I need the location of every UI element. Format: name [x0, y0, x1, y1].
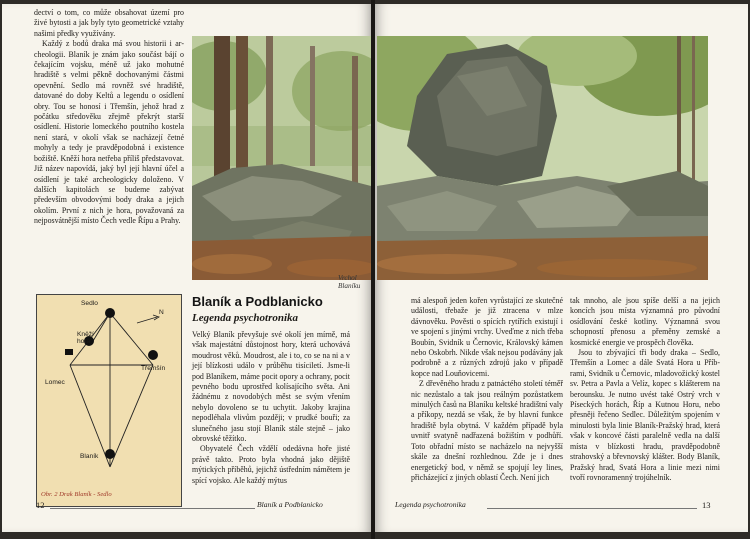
- map-label-sedlo: Sedlo: [81, 300, 98, 307]
- running-footer: Legenda psychotronika: [395, 500, 466, 509]
- body-text-column: [192, 330, 350, 486]
- blanik-summit-photo-image: [377, 36, 708, 280]
- running-footer: Blaník a Podblanicko: [257, 500, 323, 509]
- forest-photo-image: [192, 36, 371, 280]
- right-page: [375, 4, 748, 532]
- column-paragraph: Jsou to zbývající tři body draka – Sedlo, Třemšín a Lomec a dále Svatá Hora u Příbrami, Svidník u Černovic, mladovožický kostel sv. Petra a Pavla a Velíz, kopec s klášterem na berounsku. Je nutno uvést také Ostrý vrch v Píseckých horách, Říp a Kutnou Horu, nebo přesněji řečeno Sedlec. Důležitým spojením v minulosti byla linie Blaník-Pražský hrad, která však v koncové části paralelně vedla na další místa v blízkosti hradu, pravděpodobně strahovský a břevnovský klášter. Body Blaník, Pražský hrad, Svatá Hora a linie mezi nimi tvoří rovnoramenný trojúhelník.: [570, 348, 720, 482]
- intro-paragraph: Každý z bodů draka má svou historii i archeologii. Blaník je znám jako součást bájí o čekajícím vojsku, méně už jako mohutné hradiště s velmi pěkně dochovanými částmi opevnění. Sedlo má rovněž své hradiště, datované do doby Keltů a legendu o osídlení obry. Tou se honosí i Třemšín, jehož hrad z počátku středověku zřejmě překrýt starší osídlení. Historie lomeckého poutního kostela není stará, v okolí však se nacházejí četné mohyly a tedy je pravděpodobná i existence božiště. Kněží hora netřeba příliš představovat. Již název napovídá, jaký byl její hlavní účel a osídlení je také archeologicky doloženo. V dalších kapitolách se budeme zabývat především obvodovými body draka a jejich okolím. První z nich je hora, považovaná za nejposvátnější místo Čech vedle Řípu a Prahy.: [34, 39, 184, 226]
- page-number: 12: [36, 500, 45, 510]
- column-paragraph: tak mnoho, ale jsou spíše delší a na jejich koncích jsou místa významná pro původní osídlování české kotliny. Významná svou schopností přenosu a přeměny zemské a kosmické energie ve prospěch člověka.: [570, 296, 720, 347]
- body-paragraph: Velký Blaník převyšuje své okolí jen mírně, má však majestátní důstojnost hory, která uchovává moudrost věků. Moudrost, ale i to, co se na ni a v její blízkosti událo v průběhu tisíciletí. Jsme-li pod Blaníkem, máme pocit opory a ochrany, pocit pevného bodu uprostřed kolísajícího světa. Ani žádnému z novodobých měst se svým vřením nebylo dovoleno se tu uchytit. Jakoby krajina nepodléhala vlivům později; v prudké bouři; za slunečného jasu stojí Blaník stále stejně – jako obrovské těžítko.: [192, 330, 350, 444]
- footer-rule: [50, 508, 255, 509]
- column-paragraph: Z dřevěného hradu z patnáctého století téměř nic nezůstalo a tak jsou reálným pozůstatkem minulých časů na Blaníku keltské hradištní valy a příkopy, nezdá se však, že by hlavní funkce hradiště byla obytná. V každém případě byla uvnitř svatyně nadřazená božištím v podhůří. Toto obřadní místo se nacházelo na nejvyšší skále za dnešní rozhlednou. Zde je i dnes energetický bod, v němž se spojují ley lines, přicházející z jiných oblastí Čech. Není jich: [411, 379, 563, 482]
- blanik-summit-photo: [377, 36, 708, 280]
- column-paragraph: má alespoň jeden kořen vyrůstající ze skutečné události, třebaže je již ztracena v mlze dávnověku. Pověsti o spících rytířích existují i ve spojení s jinými vrchy. Uveďme z nich třeba Boubín, Svidník u Černovic, Královský kámen nebo Oskobrh. Nikde však nejsou podávány jak podrobně a z různých zdrojů jako v případě kopce nad Louňovicemi.: [411, 296, 563, 378]
- intro-paragraph: dectví o tom, co může obsahovat území pro živé bytosti a jak byly tyto geometrické vztahy našimi předky využívány.: [34, 8, 184, 38]
- text-column-1: [411, 296, 563, 483]
- dragon-map-diagram: [37, 295, 181, 506]
- map-label-lomec: Lomec: [45, 379, 65, 386]
- map-label-blanik: Blaník: [80, 453, 99, 460]
- footer-rule: [487, 508, 697, 509]
- map-label-north: N: [159, 309, 164, 316]
- text-column-2: [570, 296, 720, 483]
- photo-caption: Vrchol Blaníku: [338, 274, 361, 290]
- dragon-map: [36, 294, 182, 507]
- map-label-tremsin: Třemšín: [141, 365, 166, 372]
- section-title: Blaník a Podblanicko: [192, 294, 323, 309]
- page-number: 13: [702, 500, 711, 510]
- map-label-knezi-hora: Kněží hora: [77, 331, 94, 345]
- section-subtitle: Legenda psychotronika: [192, 312, 299, 324]
- left-page: [2, 4, 371, 532]
- body-paragraph: Obyvatelé Čech vždělí odedávna hoře jisté právě takto. Proto byla vhodná jako dějiště mýtických příběhů, jejichž ústředním námětem je spící vojsko. Ale každý mýtus: [192, 444, 350, 485]
- map-caption: Obr. 2 Drak Blaník - Sedlo: [41, 491, 112, 498]
- forest-photo: [192, 36, 371, 280]
- intro-text-column: [34, 8, 184, 227]
